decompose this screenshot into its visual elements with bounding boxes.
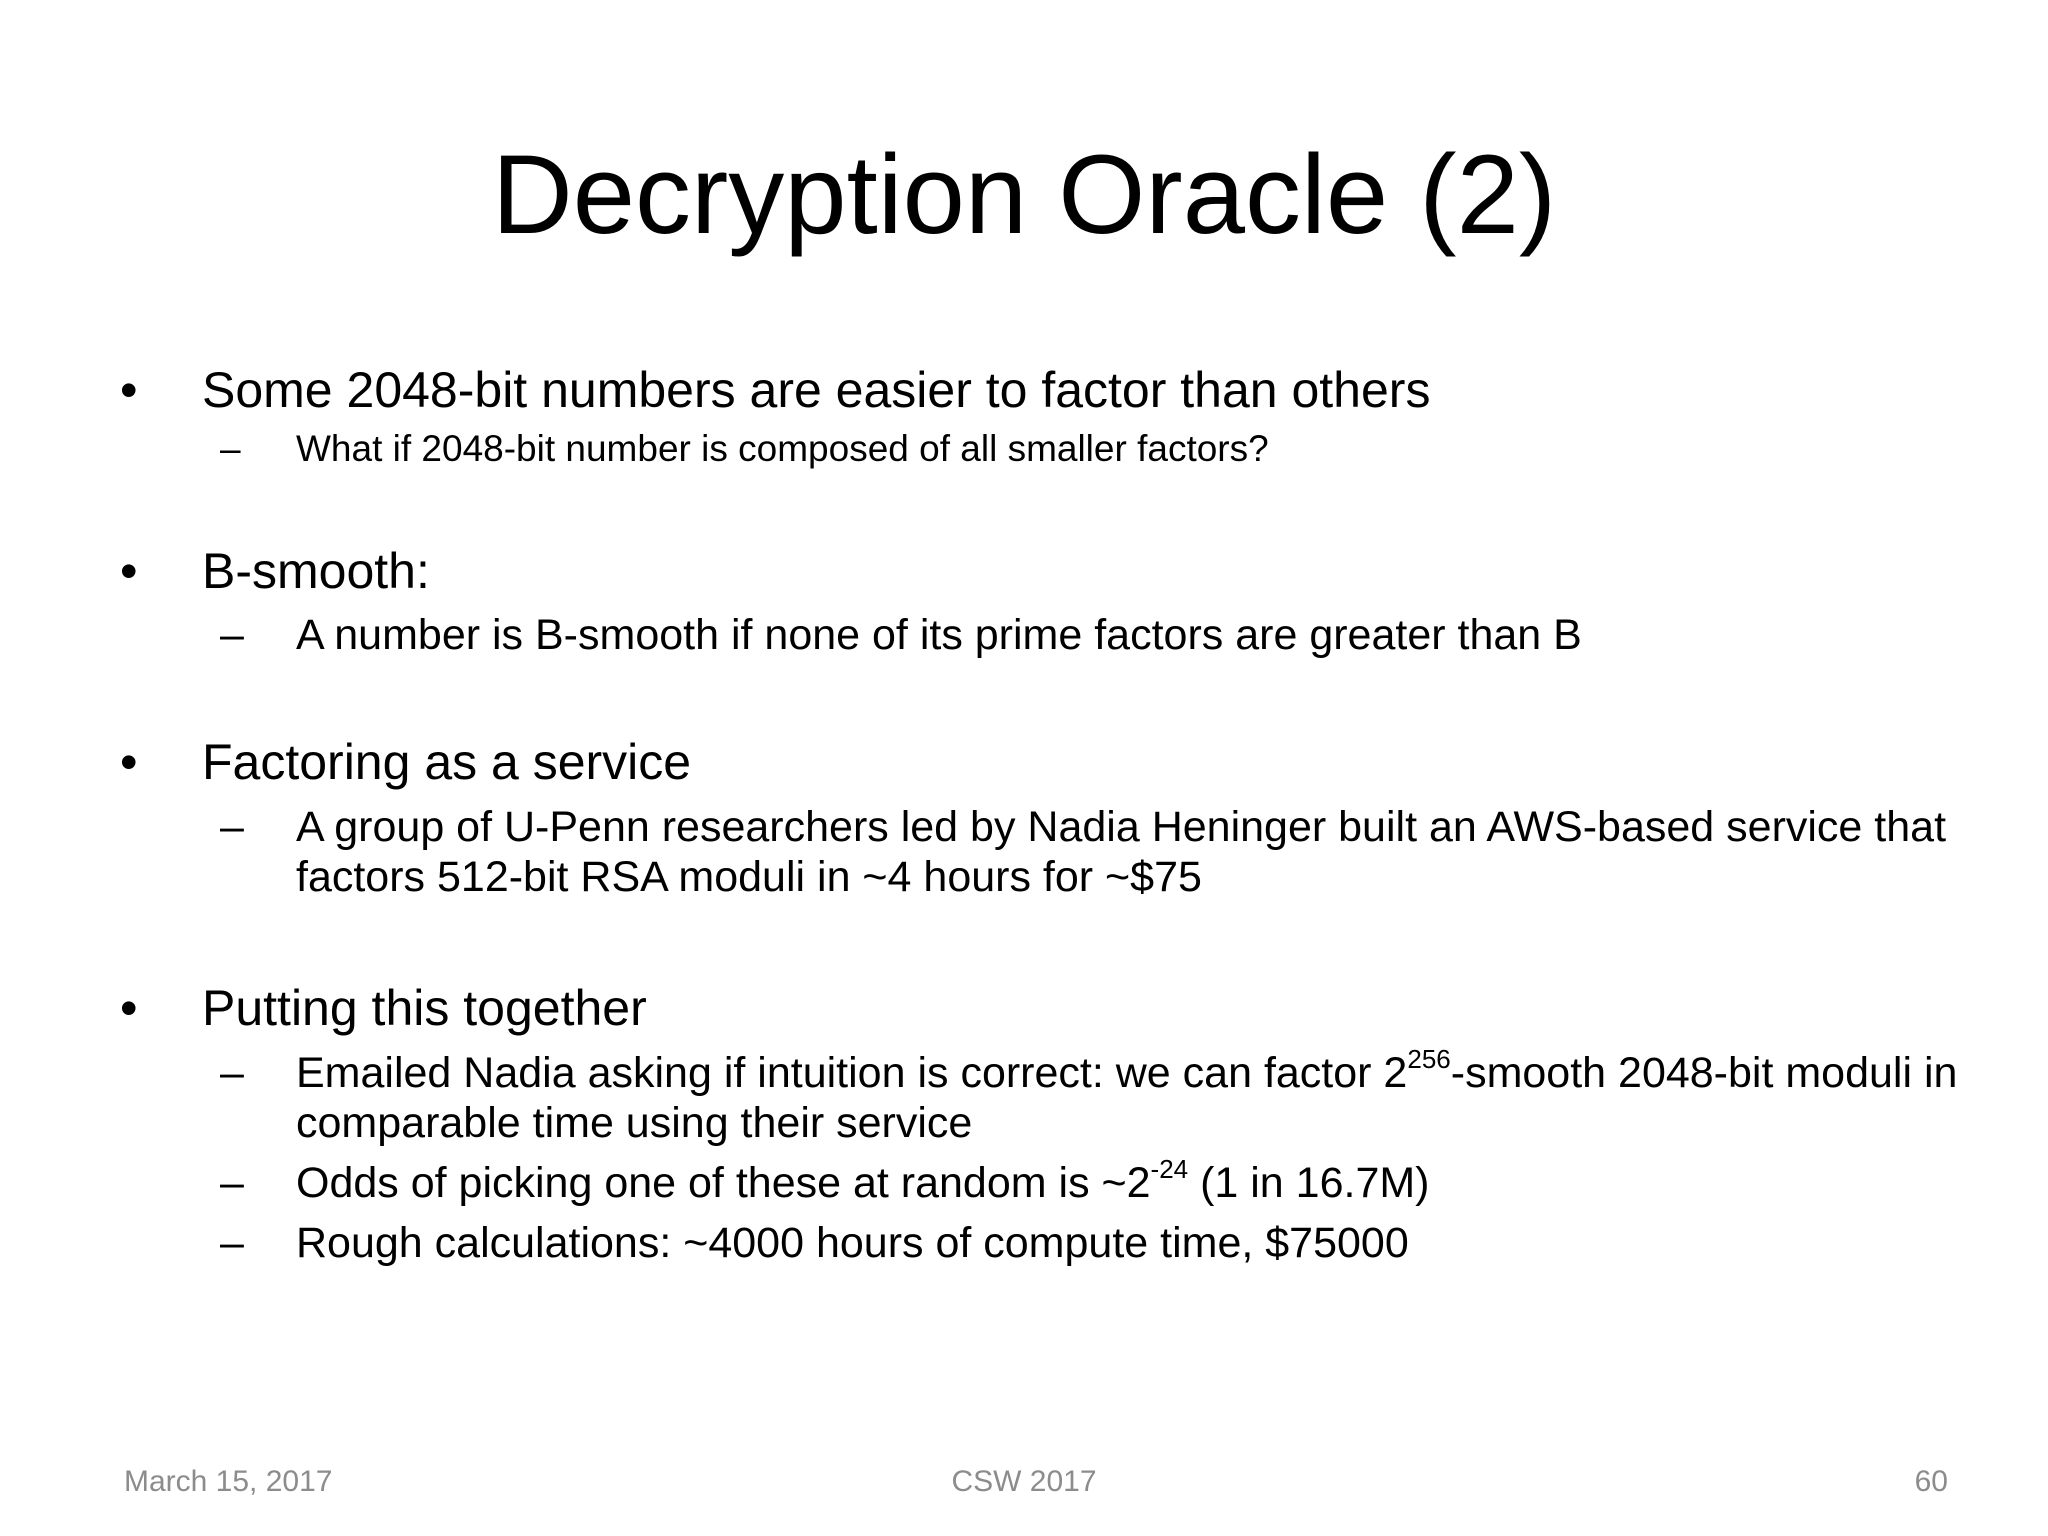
footer-page-number: 60 bbox=[1914, 1465, 1948, 1498]
sub-bullet-text: A group of U-Penn researchers led by Nadia Heninger built an AWS-based service that factors 512-bit RSA moduli in ~4 hours for ~$75 bbox=[296, 803, 1947, 901]
bullet-item bbox=[120, 541, 1980, 601]
bullet-item bbox=[120, 360, 1980, 420]
footer-event: CSW 2017 bbox=[951, 1465, 1097, 1498]
slide-title: Decryption Oracle (2) bbox=[491, 132, 1557, 257]
superscript-exponent: -24 bbox=[1150, 1153, 1189, 1184]
bullet-icon: • bbox=[120, 734, 138, 790]
bullet-icon: • bbox=[120, 362, 138, 418]
dash-icon: – bbox=[220, 1049, 244, 1097]
sub-bullet-text-after: -smooth 2048-bit moduli in comparable time using their service bbox=[296, 1049, 1958, 1147]
bullet-item bbox=[120, 732, 1980, 792]
sub-bullet-item bbox=[120, 1043, 1980, 1148]
dash-icon: – bbox=[220, 803, 244, 851]
dash-icon: – bbox=[220, 428, 241, 469]
bullet-item bbox=[120, 978, 1980, 1038]
sub-bullet-item bbox=[120, 1153, 1980, 1208]
sub-bullet-text-after: (1 in 16.7M) bbox=[1188, 1159, 1430, 1207]
sub-bullet-text-before: Emailed Nadia asking if intuition is correct: we can factor 2 bbox=[296, 1049, 1408, 1097]
dash-icon: – bbox=[220, 1159, 244, 1207]
superscript-exponent: 256 bbox=[1407, 1043, 1451, 1074]
sub-bullet-text: Rough calculations: ~4000 hours of compute time, $75000 bbox=[296, 1219, 1409, 1267]
sub-bullet-item bbox=[120, 1218, 1980, 1268]
bullet-text: Putting this together bbox=[202, 980, 647, 1036]
dash-icon: – bbox=[220, 1219, 244, 1267]
bullet-icon: • bbox=[120, 543, 138, 599]
sub-bullet-item bbox=[120, 802, 1980, 902]
sub-bullet-text-before: Odds of picking one of these at random is ~2 bbox=[296, 1159, 1151, 1207]
bullet-text: Factoring as a service bbox=[202, 734, 692, 790]
sub-bullet-item bbox=[120, 610, 1980, 660]
sub-bullet-text: What if 2048-bit number is composed of all smaller factors? bbox=[296, 428, 1269, 469]
dash-icon: – bbox=[220, 611, 244, 659]
sub-bullet-text: A number is B-smooth if none of its prime factors are greater than B bbox=[296, 611, 1582, 659]
sub-bullet-item bbox=[120, 426, 1980, 472]
bullet-text: Some 2048-bit numbers are easier to factor than others bbox=[202, 362, 1431, 418]
footer-date: March 15, 2017 bbox=[124, 1465, 333, 1498]
bullet-icon: • bbox=[120, 980, 138, 1036]
bullet-text: B-smooth: bbox=[202, 543, 430, 599]
